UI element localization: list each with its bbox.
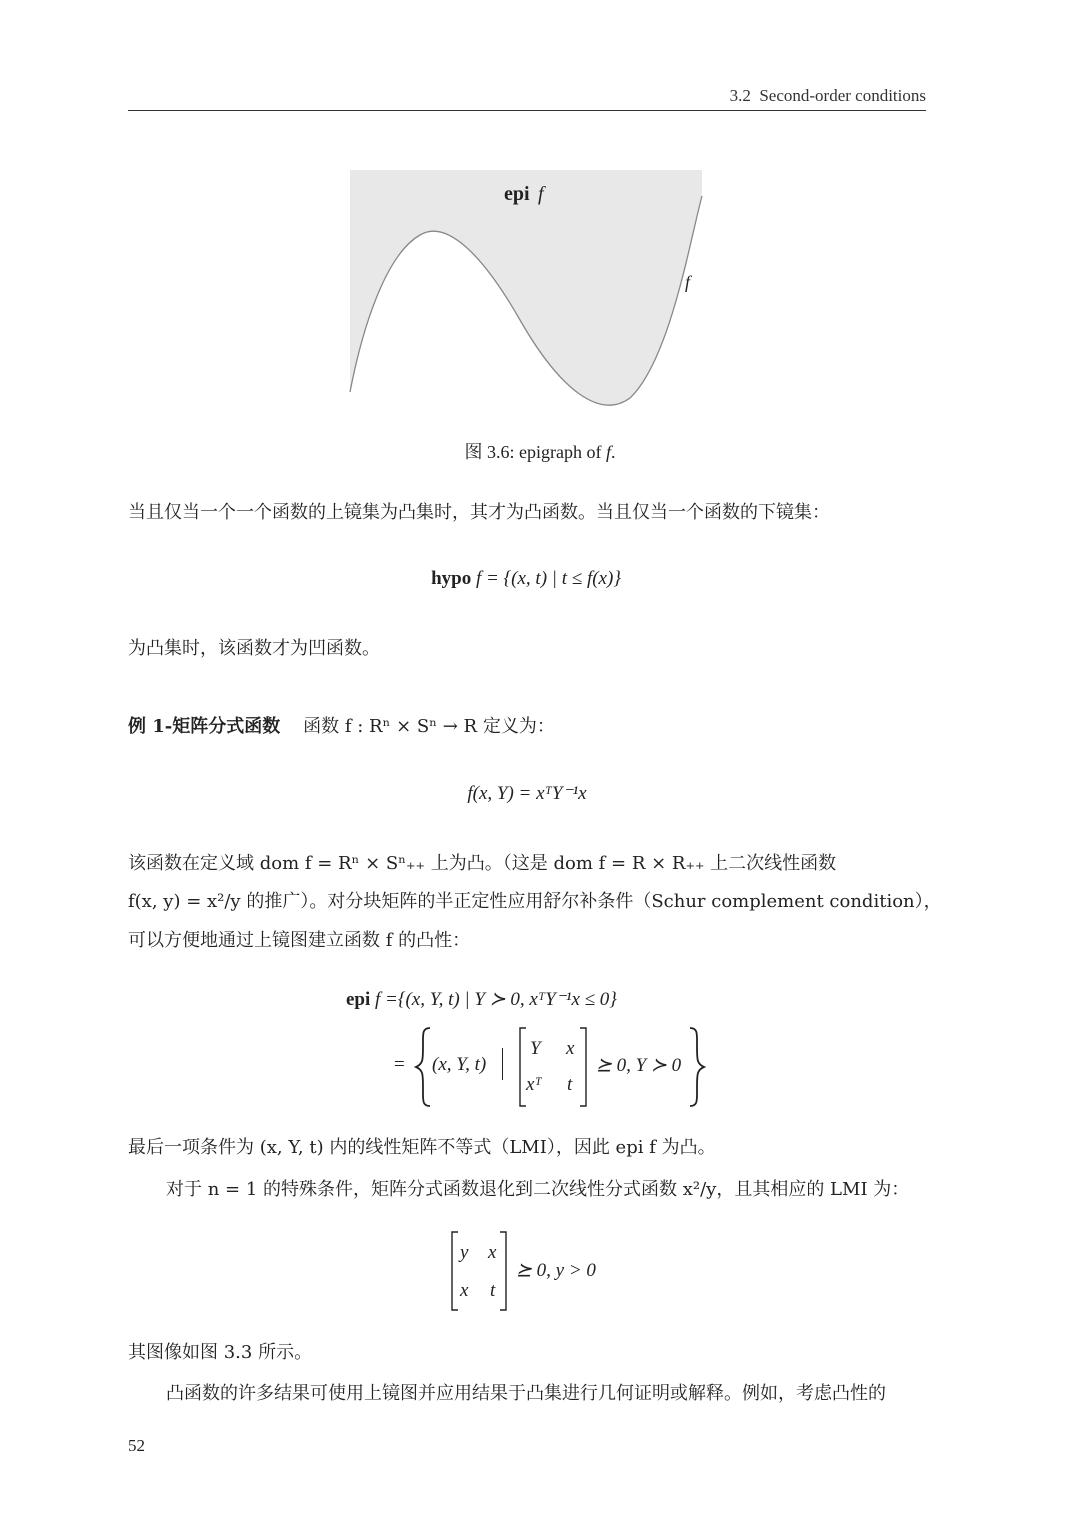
hypo-bold: hypo [431, 568, 472, 589]
set-element: (x, Y, t) [432, 1054, 487, 1075]
equation-epi-line1 [346, 988, 617, 1011]
paragraph-concave: 为凸集时，该函数才为凹函数。 [128, 638, 380, 659]
page-number: 52 [128, 1436, 145, 1455]
hypo-rest: f = {(x, t) | t ≤ f(x)} [471, 568, 621, 589]
epi-bold: epi [346, 989, 371, 1010]
example-intro: 函数 f : Rⁿ × Sⁿ → R 定义为： [303, 716, 555, 737]
equation-matrix-fractional: f(x, Y) = xᵀY⁻¹x [467, 783, 587, 804]
example-title: 例 1-矩阵分式函数 [128, 716, 281, 737]
paragraph-special-case: 对于 n = 1 的特殊条件，矩阵分式函数退化到二次线性分式函数 x²/y，且其相应的 LMI 为： [166, 1179, 910, 1200]
header-text [730, 86, 926, 106]
paragraph-geometric-proof: 凸函数的许多结果可使用上镜图并应用结果于凸集进行几何证明或解释。例如，考虑凸性的 [166, 1383, 886, 1404]
lmi-entry-12: x [488, 1242, 497, 1263]
lmi-condition: ⪰ 0, y > 0 [516, 1260, 596, 1281]
epi-equals: = [394, 1054, 405, 1075]
running-header [128, 86, 926, 111]
epi-region-var: f [538, 183, 544, 205]
paragraph-lmi: 最后一项条件为 (x, Y, t) 内的线性矩阵不等式（LMI），因此 epi f 为凸。 [128, 1137, 716, 1158]
epi-region-label: epi [504, 183, 530, 205]
paragraph-epigraph-convexity: 当且仅当一个一个函数的上镜集为凸集时，其才为凸函数。当且仅当一个函数的下镜集： [128, 502, 830, 523]
epigraph-figure [340, 160, 720, 420]
epi-line1-rest: f ={(x, Y, t) | Y ≻ 0, xᵀY⁻¹x ≤ 0} [370, 989, 617, 1010]
equation-hypo [0, 568, 1052, 590]
paragraph-figure-ref: 其图像如图 3.3 所示。 [128, 1342, 313, 1363]
paragraph-domain-line1: 该函数在定义域 dom f = Rⁿ × Sⁿ₊₊ 上为凸。（这是 dom f = R × R₊₊ 上二次线性函数 [128, 853, 837, 874]
figure-caption [0, 438, 1080, 464]
equation-lmi [450, 1230, 630, 1312]
caption-var: f [605, 442, 611, 462]
paragraph-domain-line2: f(x, y) = x²/y 的推广）。对分块矩阵的半正定性应用舒尔补条件（Schur complement condition）， [128, 891, 942, 912]
set-bar [502, 1048, 503, 1080]
example-line [128, 714, 555, 740]
header-section: 3.2 [729, 86, 751, 105]
matrix-entry-22: t [567, 1074, 573, 1095]
right-brace-icon [688, 1026, 706, 1108]
caption-end: . [610, 442, 616, 462]
lmi-matrix-brackets [450, 1230, 508, 1312]
epigraph-region [350, 170, 702, 405]
matrix-entry-12: x [566, 1038, 575, 1059]
curve-label: f [685, 272, 691, 292]
left-brace-icon [414, 1026, 432, 1108]
lmi-entry-11: y [460, 1242, 469, 1263]
matrix-entry-21: xᵀ [526, 1074, 542, 1095]
header-title: Second-order conditions [759, 86, 926, 105]
caption-prefix: 图 3.6: epigraph of [464, 442, 602, 462]
paragraph-domain-line3: 可以方便地通过上镜图建立函数 f 的凸性： [128, 930, 471, 951]
lmi-entry-21: x [460, 1280, 469, 1301]
lmi-entry-22: t [490, 1280, 496, 1301]
matrix-condition: ⪰ 0, Y ≻ 0 [596, 1055, 682, 1076]
matrix-entry-11: Y [530, 1038, 541, 1059]
equation-epi-line2 [390, 1024, 720, 1110]
